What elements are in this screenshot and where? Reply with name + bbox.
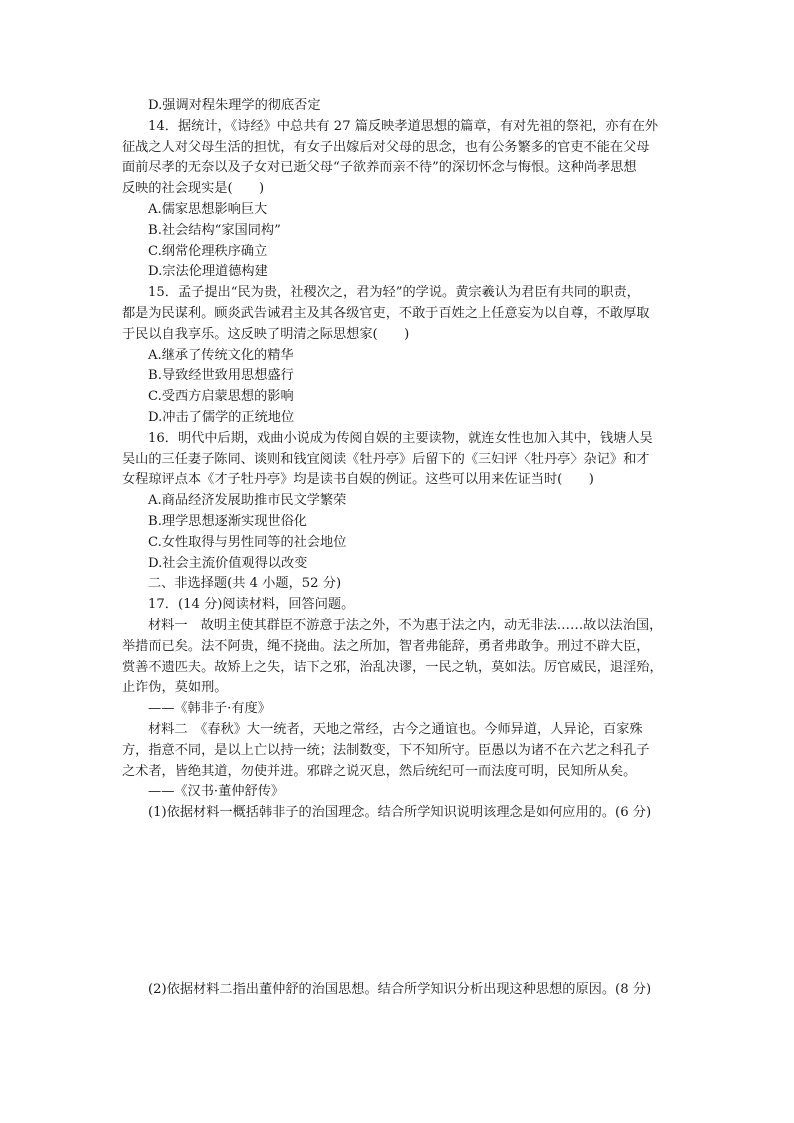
page-content: [122, 96, 678, 1001]
q15-stem-line-2: 都是为民谋利。顾炎武告诫君主及其各级官吏，不敢于百姓之上任意妄为以自尊，不敢厚取: [122, 305, 650, 321]
q14-option-d: D.宗法伦理道德构建: [148, 264, 268, 280]
material-1-line-1: 材料一 故明主使其群臣不游意于法之外，不为惠于法之内，动无非法……故以法治国，: [148, 617, 663, 633]
q16-option-b: B.理学思想逐渐实现世俗化: [148, 513, 307, 529]
q16-stem-line-3: 女程琼评点本《才子牡丹亭》均是读书自娱的例证。这些可以用来佐证当时( ): [122, 472, 594, 488]
q17-sub-2: (2)依据材料二指出董仲舒的治国思想。结合所学知识分析出现这种思想的原因。(8 分): [148, 981, 652, 997]
material-2-line-3: 之术者，皆绝其道，勿使并进。邪辟之说灭息，然后统纪可一而法度可明，民知所从矣。: [122, 763, 637, 779]
q14-stem-line-1: 14．据统计，《诗经》中总共有 27 篇反映孝道思想的篇章，有对先祖的祭祀，亦有在外: [148, 118, 659, 134]
material-2-line-2: 方，指意不同，是以上亡以持一统；法制数变，下不知所守。臣愚以为诸不在六艺之科孔子: [122, 742, 650, 758]
q16-option-a: A.商品经济发展助推市民文学繁荣: [148, 493, 347, 509]
q17-sub-1: (1)依据材料一概括韩非子的治国理念。结合所学知识说明该理念是如何应用的。(6 分): [148, 805, 652, 821]
q13-option-d: D.强调对程朱理学的彻底否定: [148, 98, 321, 113]
material-1-source: ——《韩非子·有度》: [148, 701, 271, 717]
q17-heading: 17．(14 分)阅读材料，回答问题。: [148, 597, 355, 613]
material-1-line-2: 举措而已矣。法不阿贵，绳不挠曲。法之所加，智者弗能辞，勇者弗敢争。刑过不辟大臣，: [122, 638, 650, 654]
q14-stem-line-4: 反映的社会现实是( ): [122, 181, 265, 197]
q16-stem-line-2: 吴山的三任妻子陈同、谈则和钱宜阅读《牡丹亭》后留下的《三妇评〈牡丹亭〉杂记》和才: [122, 451, 650, 467]
q15-option-c: C.受西方启蒙思想的影响: [148, 389, 294, 405]
q15-option-a: A.继承了传统文化的精华: [148, 347, 294, 363]
q14-option-a: A.儒家思想影响巨大: [148, 201, 268, 217]
q14-stem-line-2: 征战之人对父母生活的担忧，有女子出嫁后对父母的思念，也有公务繁多的官吏不能在父母: [122, 139, 650, 155]
q15-stem-line-1: 15．孟子提出“民为贵，社稷次之，君为轻”的学说。黄宗羲认为君臣有共同的职责，: [148, 285, 640, 301]
section-heading: 二、非选择题(共 4 小题，52 分): [148, 576, 342, 592]
q14-option-c: C.纲常伦理秩序确立: [148, 243, 268, 259]
q15-stem-line-3: 于民以自我享乐。这反映了明清之际思想家( ): [122, 326, 410, 342]
q15-option-d: D.冲击了儒学的正统地位: [148, 409, 295, 425]
q16-stem-line-1: 16．明代中后期，戏曲小说成为传阅自娱的主要读物，就连女性也加入其中，钱塘人吴: [148, 430, 653, 446]
q14-stem-line-3: 面前尽孝的无奈以及子女对已逝父母“子欲养而亲不待”的深切怀念与悔恨。这种尚孝思想: [122, 160, 637, 176]
q16-option-d: D.社会主流价值观得以改变: [148, 555, 308, 571]
material-2-line-1: 材料二 《春秋》大一统者，天地之常经，古今之通谊也。今师异道，人异论，百家殊: [148, 721, 643, 737]
q16-option-c: C.女性取得与男性同等的社会地位: [148, 534, 347, 550]
answer-space-1: [122, 824, 678, 980]
material-1-line-3: 赏善不遗匹夫。故矫上之失，诘下之邪，治乱决谬，一民之轨，莫如法。厉官威民，退淫殆，: [122, 659, 663, 675]
q15-option-b: B.导致经世致用思想盛行: [148, 368, 294, 384]
material-1-line-4: 止诈伪，莫如刑。: [122, 680, 228, 696]
material-2-source: ——《汉书·董仲舒传》: [148, 784, 285, 800]
q14-option-b: B.社会结构“家国同构”: [148, 222, 281, 238]
